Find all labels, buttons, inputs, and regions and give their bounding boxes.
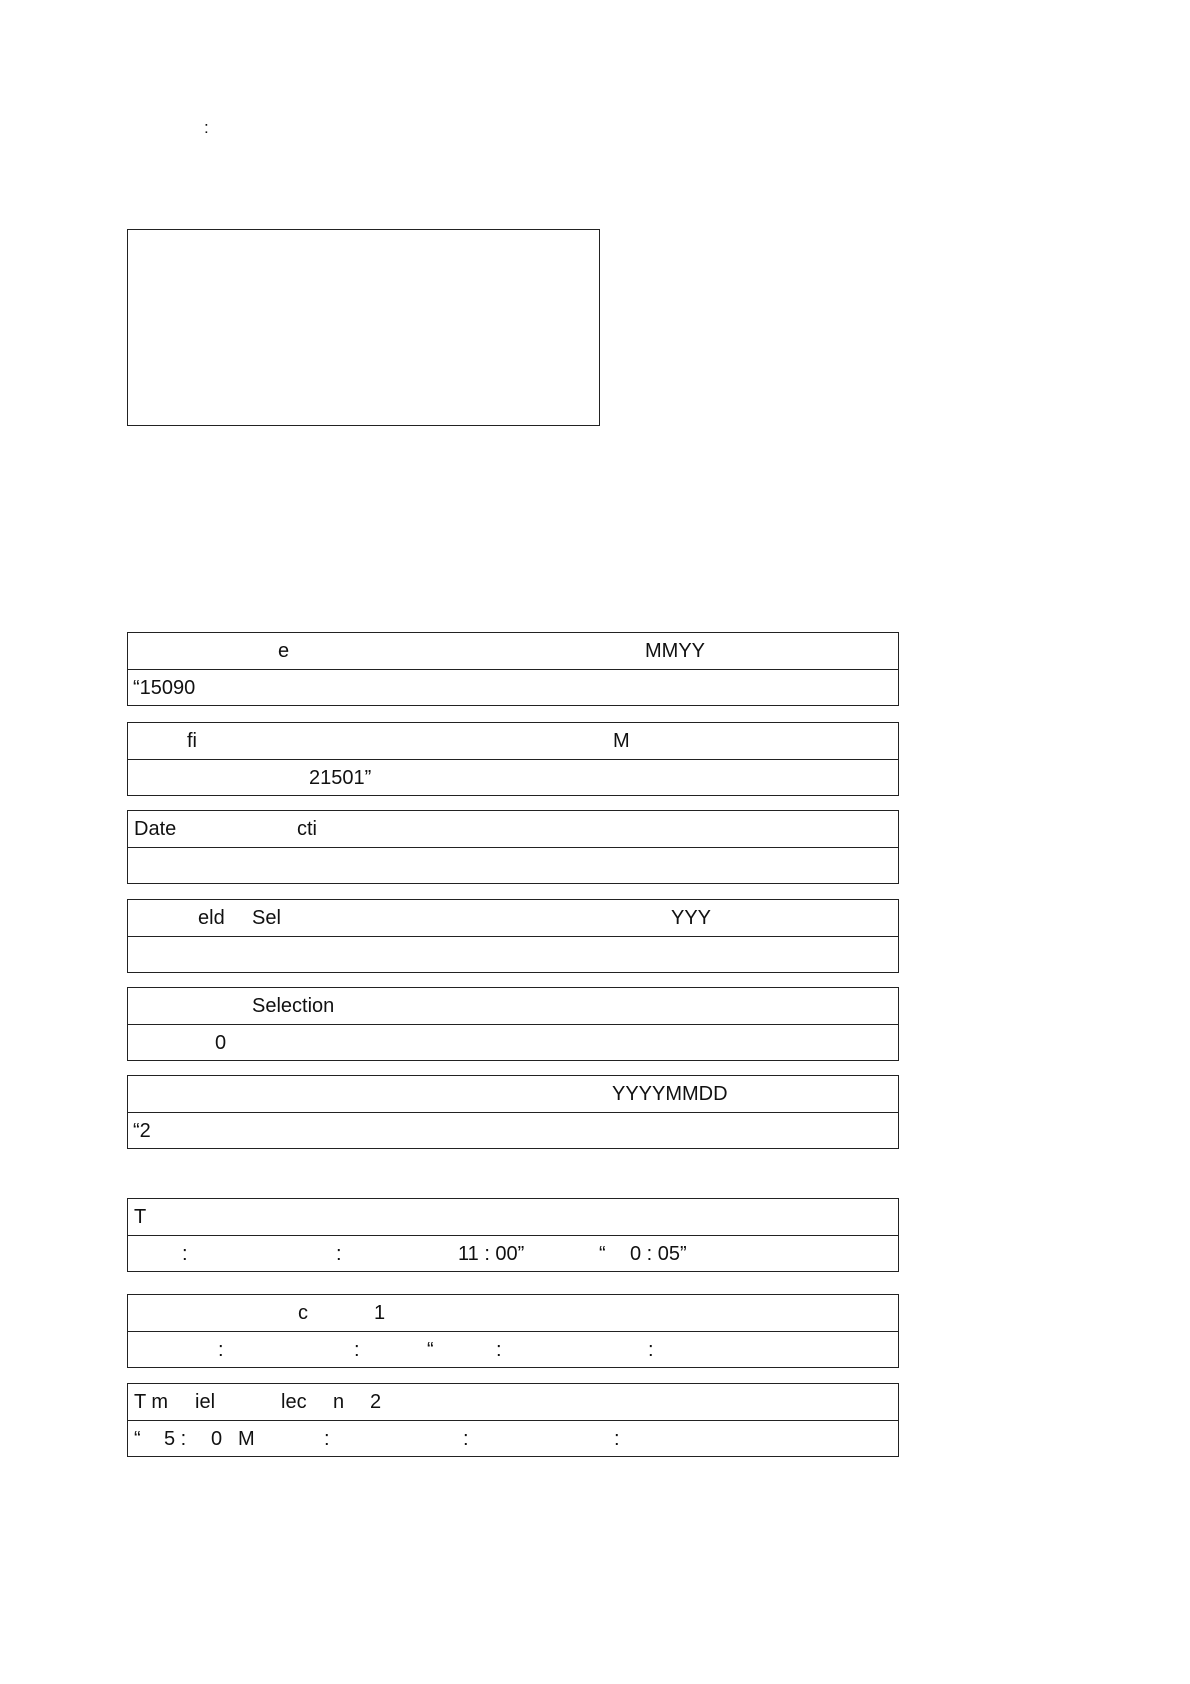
table-cell: Date [134,818,177,840]
table-cell: MMYY [645,640,705,662]
table-row [128,633,898,669]
table-cell: YYYYMMDD [612,1083,728,1105]
table-cell: “15090 [133,676,196,699]
table-row [128,669,898,705]
table-row [128,723,898,759]
table-5 [127,987,899,1061]
table-cell: cti [297,818,317,840]
table-cell: 0 [215,1031,227,1054]
table-3 [127,810,899,884]
table-row [128,1199,898,1235]
table-cell: iel [195,1391,216,1413]
table-cell: : [496,1338,502,1361]
table-cell: : [354,1338,360,1361]
table-cell: 0 : 05” [630,1242,687,1265]
table-cell: Sel [252,907,281,929]
table-cell: 11 : 00” [458,1242,525,1265]
table-cell: 5 : [164,1427,187,1450]
table-cell: YYY [671,907,712,929]
table-7 [127,1198,899,1272]
table-cell: T m [134,1391,169,1413]
table-cell: 1 [374,1302,386,1324]
table-row [128,988,898,1024]
table-row [128,1076,898,1112]
table-cell: lec [281,1391,307,1413]
table-cell: T [134,1206,147,1228]
table-cell: “ [427,1338,434,1361]
table-4 [127,899,899,973]
table-cell: “ [599,1242,606,1265]
table-row [128,759,898,795]
table-cell: eld [198,907,225,929]
table-row [128,1420,898,1456]
table-row [128,811,898,847]
table-cell: M [613,730,630,752]
table-cell: Selection [252,995,335,1017]
table-cell: : [614,1427,620,1450]
table-cell: e [278,640,290,662]
table-row [128,1112,898,1148]
table-cell: 0 [211,1427,223,1450]
table-cell: : [182,1242,188,1265]
table-row [128,1331,898,1367]
table-cell: M [238,1427,255,1450]
table-cell: : [463,1427,469,1450]
table-cell: : [336,1242,342,1265]
table-row [128,847,898,883]
table-row [128,1384,898,1420]
table-cell: : [324,1427,330,1450]
empty-box [127,229,600,426]
table-cell: : [218,1338,224,1361]
table-cell: 21501” [309,766,372,789]
table-1 [127,632,899,706]
table-cell: 2 [370,1391,382,1413]
top-colon: : [204,118,209,137]
table-9 [127,1383,899,1457]
table-cell: “2 [133,1119,151,1142]
table-cell: “ [134,1427,141,1450]
table-cell: n [333,1391,345,1413]
table-6 [127,1075,899,1149]
table-cell: fi [187,730,197,752]
table-8 [127,1294,899,1368]
table-row [128,1295,898,1331]
table-cell: : [648,1338,654,1361]
table-row [128,1235,898,1271]
table-row [128,1024,898,1060]
table-row [128,936,898,972]
table-2 [127,722,899,796]
table-row [128,900,898,936]
table-cell: c [298,1302,308,1324]
